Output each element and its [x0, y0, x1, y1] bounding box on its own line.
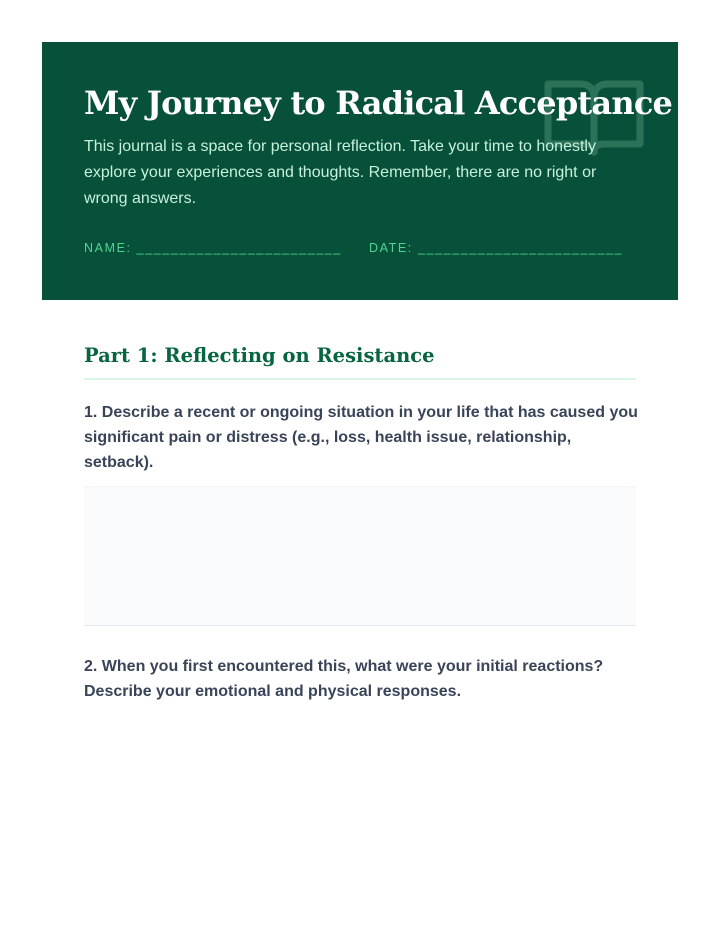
name-field[interactable]: NAME: ________________________ — [84, 241, 342, 255]
question-2: 2. When you first encountered this, what were your initial reactions? Describe your emotional and physical responses. — [84, 658, 604, 700]
question-1: 1. Describe a recent or ongoing situation in your life that has caused you significant pain or distress (e.g., loss, health issue, relationship, setback). — [84, 404, 638, 471]
journal-header — [42, 42, 678, 300]
page-title: My Journey to Radical Acceptance — [84, 84, 673, 122]
meta-fields — [84, 241, 623, 255]
answer-box-1[interactable] — [84, 486, 636, 626]
date-field[interactable]: DATE: ________________________ — [368, 241, 624, 255]
section-title-part-1: Part 1: Reflecting on Resistance — [84, 344, 435, 367]
section-divider — [84, 378, 636, 380]
intro-text: This journal is a space for personal reflection. Take your time to honestly explore your experiences and thoughts. Remember, there are no right or wrong answers. — [84, 138, 597, 207]
